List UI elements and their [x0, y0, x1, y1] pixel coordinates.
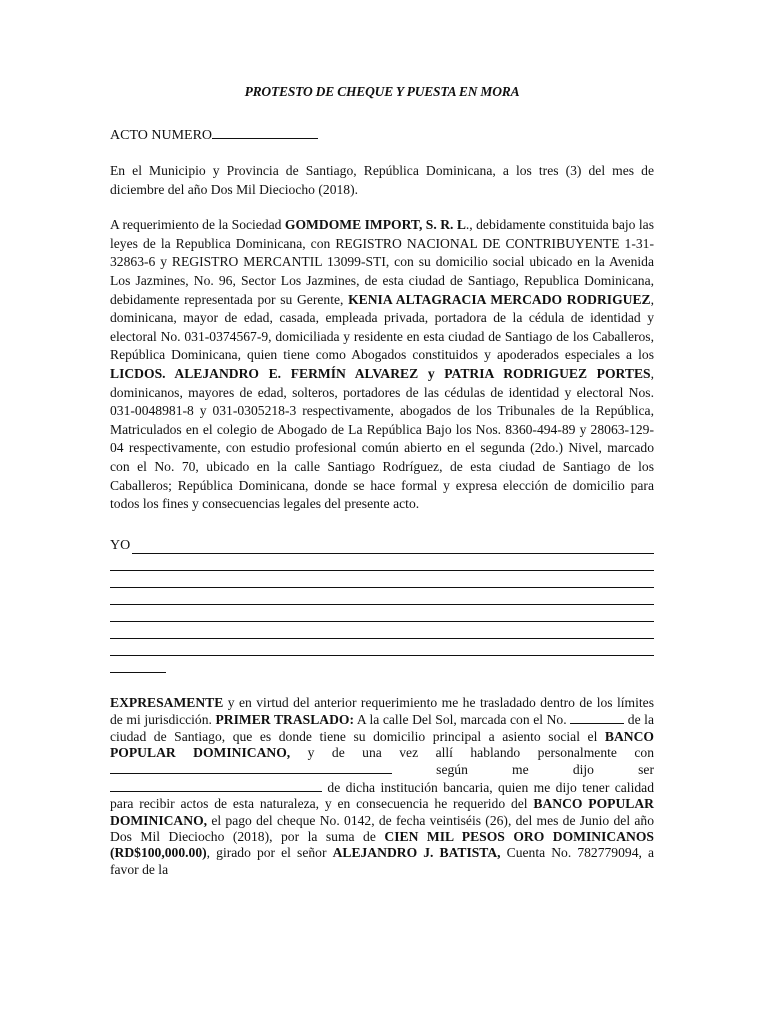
- bank-name: BANCO POPULAR DOMINICANO,: [110, 796, 654, 828]
- text-span: y de una vez allí hablando personalmente con: [290, 744, 654, 760]
- expresamente-label: EXPRESAMENTE: [110, 694, 224, 710]
- company-name: GOMDOME IMPORT, S. R. L: [284, 217, 466, 233]
- acto-label: ACTO NUMERO: [110, 128, 213, 143]
- paragraph-requerimiento: [110, 216, 654, 514]
- blank-line: [110, 554, 654, 571]
- text-span: según me dijo ser: [392, 762, 654, 778]
- blank-line: [110, 571, 654, 588]
- blank-line: [132, 541, 654, 554]
- blank-line: [110, 588, 654, 605]
- text-span: de la ciudad de Santiago, que es donde tiene su domicilio principal a asiento social el: [110, 712, 654, 744]
- yo-block: [110, 538, 654, 673]
- text-span: de dicha institución bancaria, quien me dijo tener calidad para recibir actos de esta naturaleza, y en consecuencia he requerido del: [110, 779, 654, 812]
- yo-label: YO: [110, 537, 131, 553]
- document-title: PROTESTO DE CHEQUE Y PUESTA EN MORA: [244, 84, 520, 99]
- paragraph-location-date: En el Municipio y Provincia de Santiago, República Dominicana, a los tres (3) del mes de diciembre del año Dos Mil Dieciocho (2018).: [110, 163, 654, 197]
- text-span: , dominicanos, mayores de edad, solteros, portadores de las cédulas de identidad y electoral Nos. 031-0048981-8 y 031-0305218-3 respectivamente, abogados de los Tribunales de la República, Matriculados en el colegio de Abogado de La República Bajo los Nos. 8360-494-89 y 28063-129-04 respectivamente, con estudio profesional común abierto en el segunda (2do.) Nivel, marcado con el No. 70, ubicado en la calle Santiago Rodríguez, de esta ciudad de Santiago de los Caballeros; República Dominicana, donde se hace formal y expresa elección de domicilio para todos los fines y consecuencias legales del presente acto.: [110, 365, 654, 512]
- text-span: , girado por el señor: [206, 845, 333, 861]
- blank-line: [110, 605, 654, 622]
- blank-number: [570, 711, 624, 724]
- blank-line: [110, 622, 654, 639]
- primer-traslado-label: PRIMER TRASLADO:: [215, 712, 355, 728]
- text-span: y en virtud del anterior requerimiento me he trasladado dentro de los límites de mi jurisdicción.: [110, 694, 654, 728]
- blank-position: [110, 779, 322, 792]
- paragraph-traslado: [110, 695, 654, 878]
- text-span: A la calle Del Sol, marcada con el No.: [354, 712, 571, 728]
- text-span: Cuenta No. 782779094, a favor de la: [110, 845, 655, 877]
- text-span: A requerimiento de la Sociedad: [110, 217, 285, 233]
- amount: CIEN MIL PESOS ORO DOMINICANOS (RD$100,000.00): [110, 828, 654, 861]
- text-span: el pago del cheque No. 0142, de fecha veintiséis (26), del mes de Junio del año Dos Mil Dieciocho (2018), por la suma de: [110, 812, 654, 844]
- acto-numero: [110, 126, 654, 144]
- blank-line-short: [110, 656, 166, 673]
- lawyers-names: LICDOS. ALEJANDRO E. FERMÍN ALVAREZ y PATRIA RODRIGUEZ PORTES: [110, 365, 651, 381]
- text-span: ., debidamente constituida bajo las leyes de la Republica Dominicana, con REGISTRO NACIONAL DE CONTRIBUYENTE 1-31-32863-6 y REGISTRO MERCANTIL 13099-STI, con su domicilio social ubicado en la Avenida Los Jazmines, No. 96, Sector Los Jazmines, de esta ciudad de Santiago, Republica Dominicana, debidamente representada por su Gerente,: [110, 217, 654, 307]
- blank-line: [110, 639, 654, 656]
- bank-name: BANCO POPULAR DOMINICANO,: [110, 728, 654, 760]
- manager-name: KENIA ALTAGRACIA MERCADO RODRIGUEZ: [348, 291, 651, 307]
- drawer-name: ALEJANDRO J. BATISTA,: [332, 845, 501, 861]
- acto-blank-line: [212, 126, 318, 139]
- blank-person: [110, 761, 392, 774]
- yo-first-line: [110, 538, 654, 554]
- text-span: , dominicana, mayor de edad, casada, empleada privada, portadora de la cédula de identidad y electoral No. 031-0374567-9, domiciliada y residente en esta ciudad de Santiago de los Caballeros, República Dominicana, quien tiene como Abogados constituidos y apoderados especiales a los: [110, 291, 655, 363]
